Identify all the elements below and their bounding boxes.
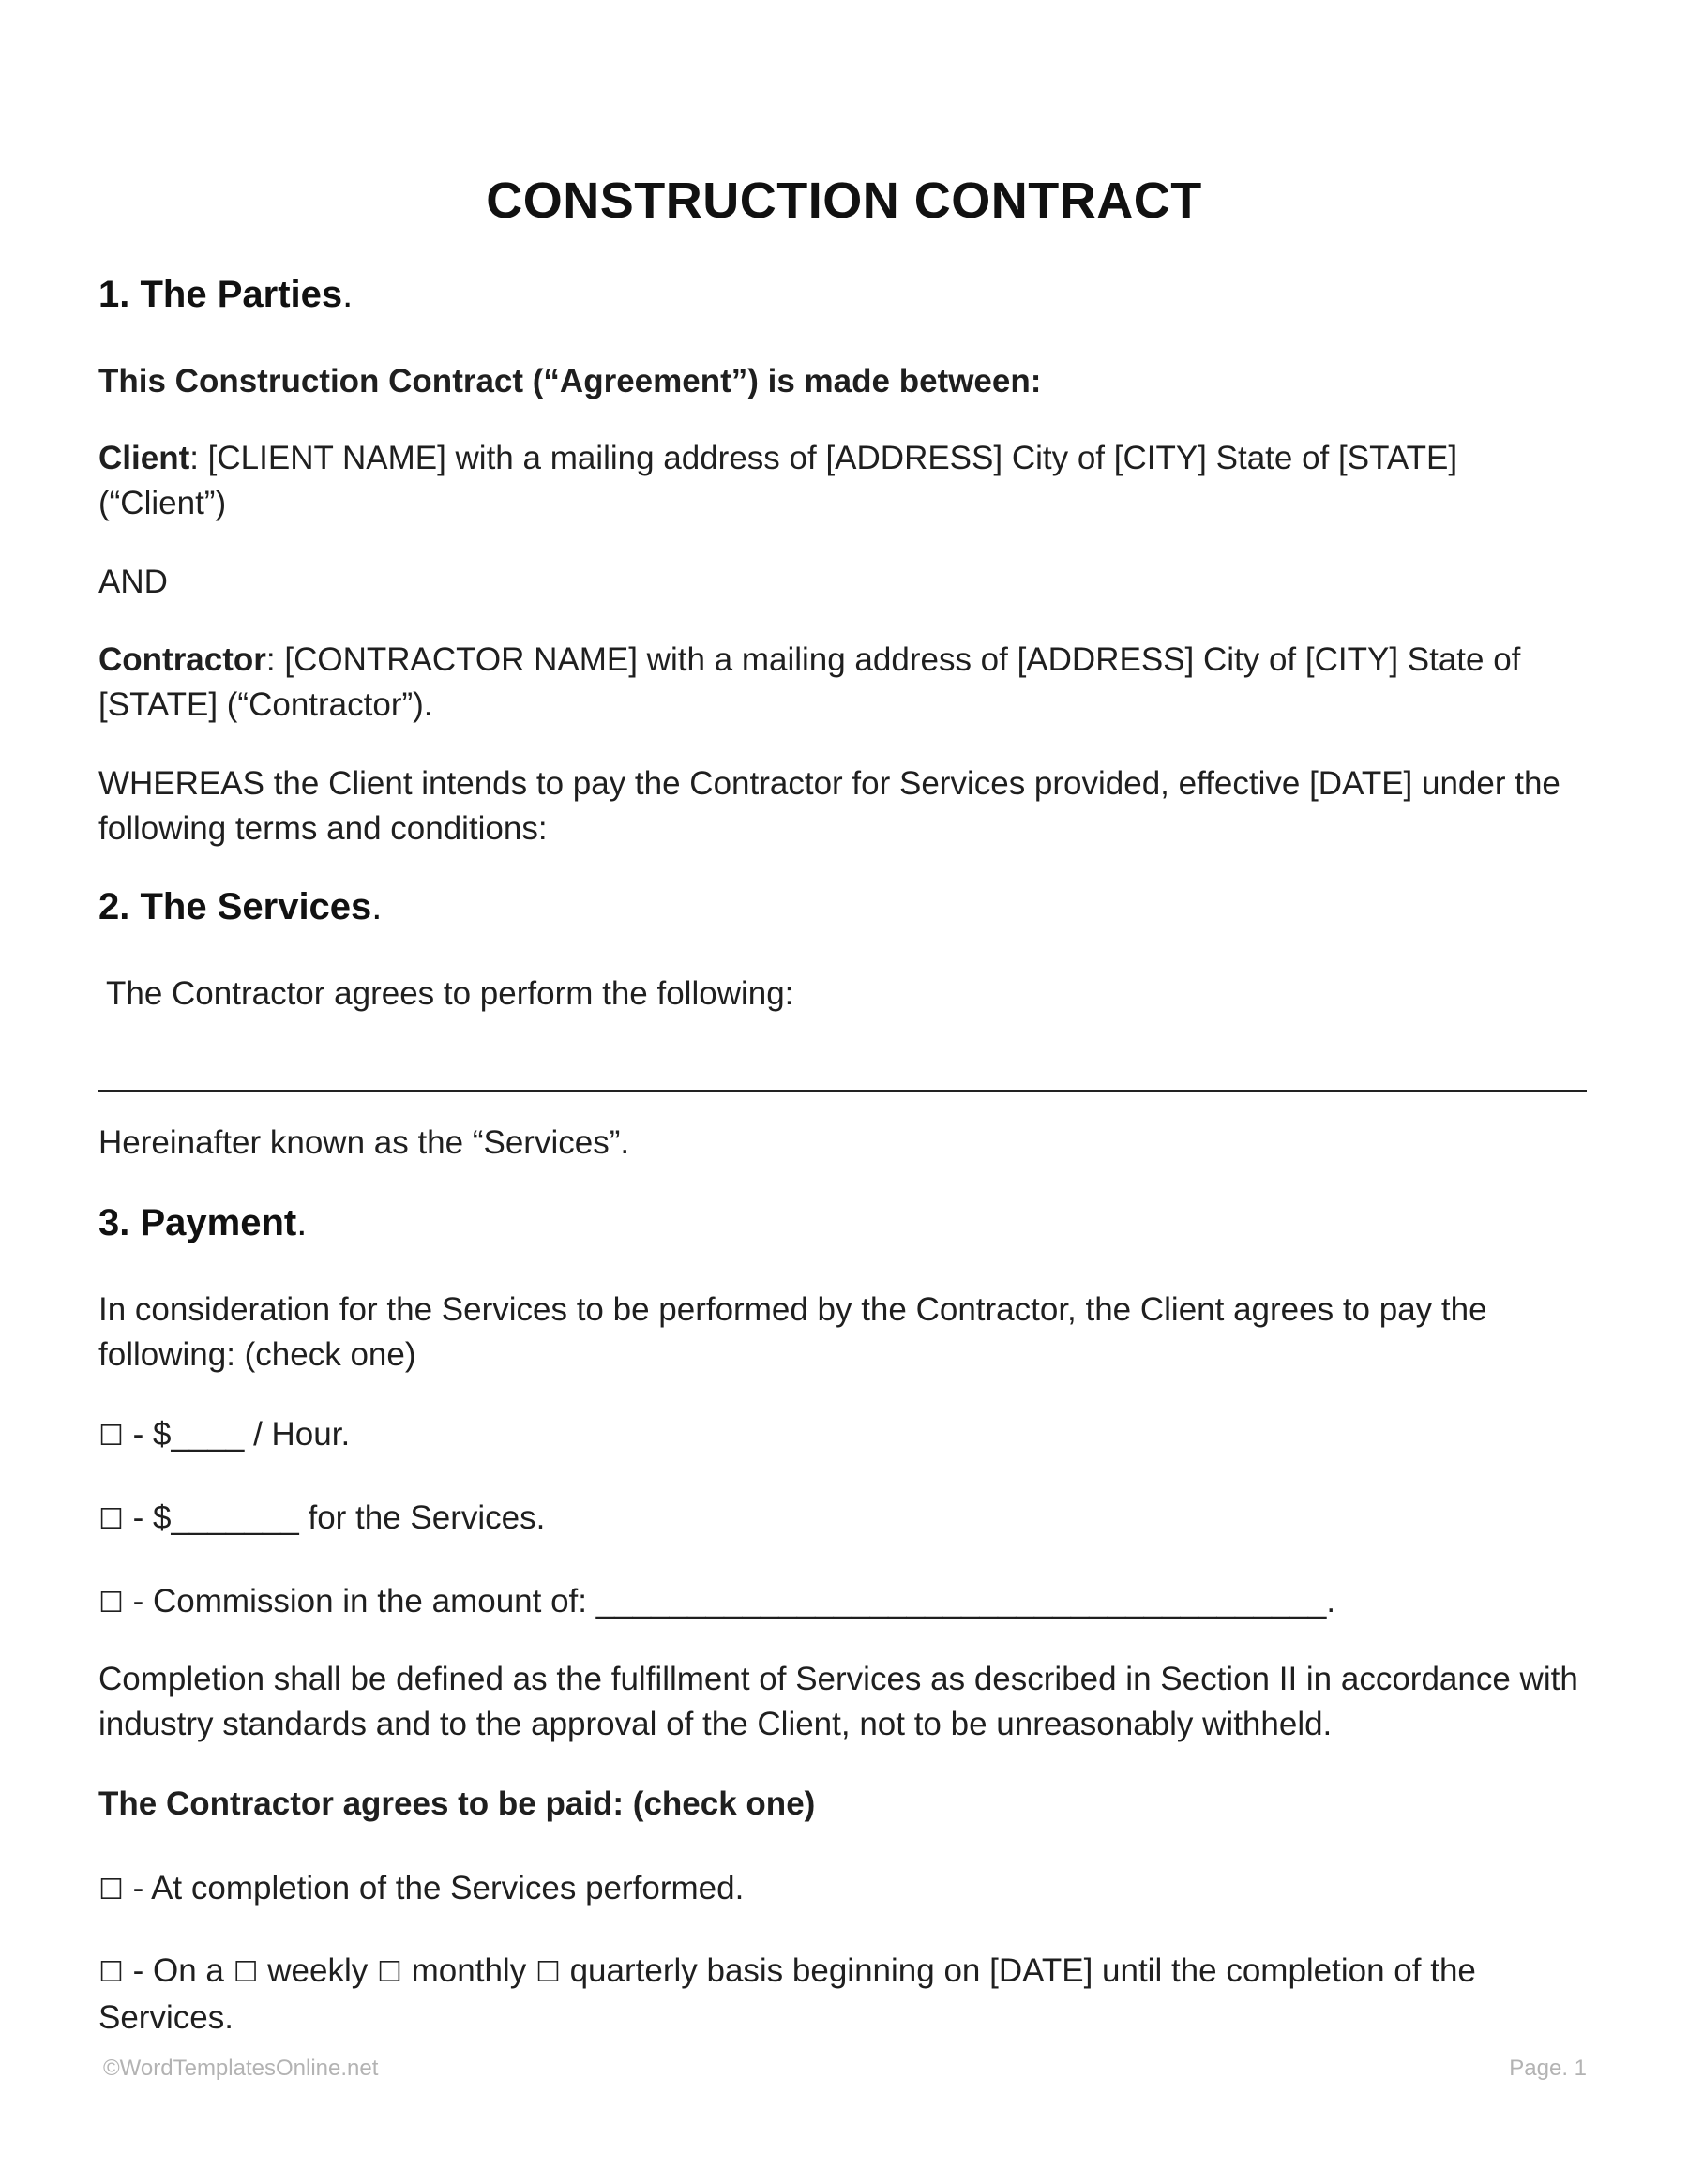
payment-option-hourly-label: - $____ / Hour. [132,1416,351,1453]
checkbox-monthly-icon[interactable]: ☐ [377,1956,402,1989]
document-title: CONSTRUCTION CONTRACT [486,173,1202,229]
paid-monthly-label: monthly [411,1952,527,1989]
paid-option-periodic [98,1949,1580,2041]
section-heading-services [98,886,1599,928]
services-intro: The Contractor agrees to perform the following: [106,975,794,1012]
section-heading-payment [98,1202,1599,1244]
paid-quarterly-label: quarterly basis beginning on [DATE] until the completion of the Services. [98,1952,1476,2036]
checkbox-quarterly-icon[interactable]: ☐ [535,1956,561,1989]
payment-option-commission-label: - Commission in the amount of: ________________________________________. [132,1583,1336,1619]
whereas-paragraph: WHEREAS the Client intends to pay the Contractor for Services provided, effective [DATE] under the following terms and conditions: [98,765,1560,847]
heading-period: . [296,1202,308,1243]
services-blank-line [98,1090,1587,1092]
payment-intro: In consideration for the Services to be performed by the Contractor, the Client agrees to pay the following: (check one) [98,1291,1487,1373]
contractor-details: : [CONTRACTOR NAME] with a mailing address of [ADDRESS] City of [CITY] State of [STATE] (“Contractor”). [98,641,1521,723]
paid-on-a-label: - On a [132,1952,224,1989]
heading-period: . [371,886,383,927]
section-heading-payment-text: 3. Payment [98,1202,297,1243]
section-heading-parties [98,274,1599,316]
footer-source: ©WordTemplatesOnline.net [103,2056,379,2081]
checkbox-icon[interactable]: ☐ [98,1874,124,1906]
checkbox-icon[interactable]: ☐ [98,1503,124,1536]
checkbox-icon[interactable]: ☐ [98,1956,124,1989]
section-heading-parties-text: 1. The Parties [98,274,343,315]
paid-weekly-label: weekly [267,1952,369,1989]
payment-option-hourly [98,1412,1599,1459]
heading-period: . [342,274,354,315]
paid-option-completion [98,1866,1599,1913]
client-label: Client [98,440,190,476]
footer-page-number: Page. 1 [1509,2056,1587,2081]
checkbox-weekly-icon[interactable]: ☐ [233,1956,259,1989]
payment-option-fixed-label: - $_______ for the Services. [132,1499,546,1536]
paid-option-completion-label: - At completion of the Services performed. [132,1870,745,1906]
client-paragraph [98,436,1505,526]
checkbox-icon[interactable]: ☐ [98,1420,124,1453]
contractor-paragraph [98,638,1561,728]
client-details: : [CLIENT NAME] with a mailing address of [ADDRESS] City of [CITY] State of [STATE] (“Client”) [98,440,1458,521]
agreement-intro: This Construction Contract (“Agreement”) is made between: [98,363,1042,399]
contractor-label: Contractor [98,641,266,678]
paid-heading: The Contractor agrees to be paid: (check one) [98,1785,816,1822]
section-heading-services-text: 2. The Services [98,886,372,927]
payment-option-fixed [98,1496,1599,1543]
services-hereinafter: Hereinafter known as the “Services”. [98,1124,630,1161]
payment-option-commission [98,1579,1599,1626]
checkbox-icon[interactable]: ☐ [98,1587,124,1619]
completion-paragraph: Completion shall be defined as the fulfillment of Services as described in Section II in accordance with industry standards and to the approval of the Client, not to be unreasonably withheld. [98,1661,1578,1742]
and-text: AND [98,564,168,600]
